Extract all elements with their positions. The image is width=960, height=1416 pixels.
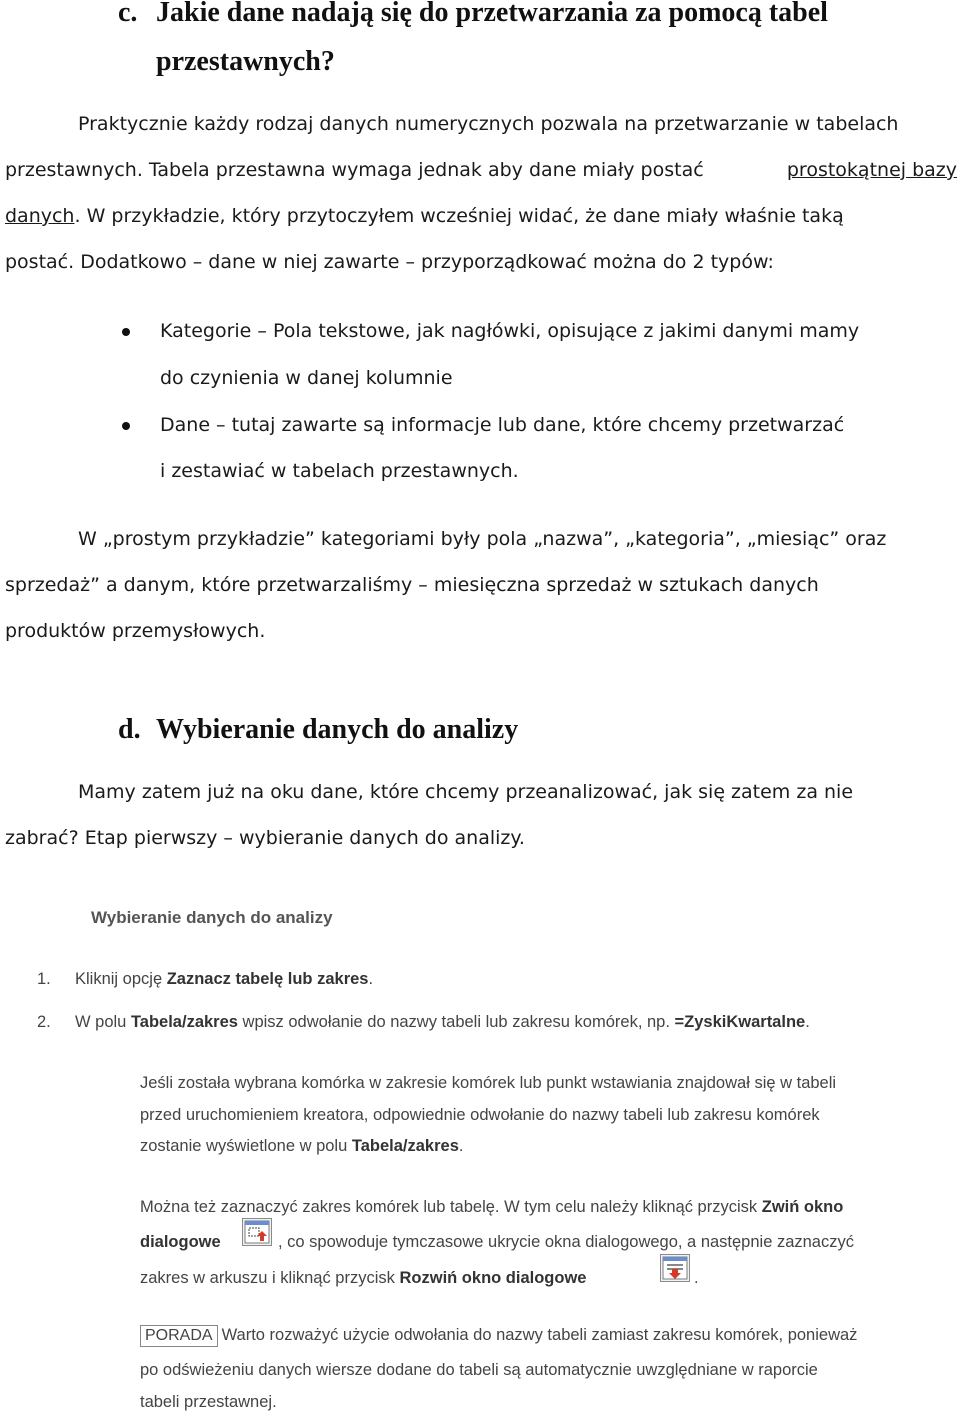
link-danych[interactable]: danych xyxy=(5,205,75,227)
section-d-letter: d. xyxy=(118,714,141,745)
section-c-title-line1: Jakie dane nadają się do przetwarzania za pomocą tabel xyxy=(156,0,828,28)
note2-line3-post: . xyxy=(694,1269,699,1287)
tip-line2: po odświeżeniu danych wiersze dodane do tabeli są automatycznie uwzględniane w raporcie xyxy=(140,1361,818,1379)
note1-line3-post: . xyxy=(458,1137,464,1155)
step-1-post: . xyxy=(368,970,374,988)
link-prostokatnej-bazy[interactable]: prostokątnej bazy xyxy=(786,159,957,181)
para2-line3: produktów przemysłowych. xyxy=(5,620,266,642)
para1-line3-text: . W przykładzie, który przytoczyłem wcześniej widać, że dane miały właśnie taką xyxy=(74,205,844,227)
collapse-dialog-icon[interactable] xyxy=(242,1218,272,1246)
bullet-2-line1: Dane – tutaj zawarte są informacje lub dane, które chcemy przetwarzać xyxy=(160,414,845,436)
step-2-example: =ZyskiKwartalne xyxy=(674,1013,806,1031)
para1-line4: postać. Dodatkowo – dane w niej zawarte – przyporządkować można do 2 typów: xyxy=(5,251,774,273)
tip-line3: tabeli przestawnej. xyxy=(140,1393,277,1411)
section-c-title-line2: przestawnych? xyxy=(156,46,335,77)
para2-line2: sprzedaż” a danym, które przetwarzaliśmy – miesięczna sprzedaż w sztukach danych xyxy=(5,574,819,596)
note2-expand-button-name: Rozwiń okno dialogowe xyxy=(399,1269,587,1287)
note2-line3 xyxy=(140,1269,586,1288)
note2-line1 xyxy=(140,1198,843,1217)
step-1-text xyxy=(75,970,373,989)
note2-line2-rest: , co spowoduje tymczasowe ukrycie okna dialogowego, a następnie zaznaczyć xyxy=(278,1233,854,1251)
bullet-1-line2: do czynienia w danej kolumnie xyxy=(160,367,453,389)
step-2-text xyxy=(75,1013,810,1032)
note2-line2-bold xyxy=(140,1233,221,1252)
note2-line1-pre: Można też zaznaczyć zakres komórek lub tabelę. W tym celu należy kliknąć przycisk xyxy=(140,1198,762,1216)
note1-line3 xyxy=(140,1137,463,1156)
para3-line1: Mamy zatem już na oku dane, które chcemy przeanalizować, jak się zatem za nie xyxy=(78,781,854,803)
step-2-mid: wpisz odwołanie do nazwy tabeli lub zakresu komórek, np. xyxy=(237,1013,675,1031)
note1-line2: przed uruchomieniem kreatora, odpowiednie odwołanie do nazwy tabeli lub zakresu komórek xyxy=(140,1106,820,1124)
help-title: Wybieranie danych do analizy xyxy=(91,908,333,927)
section-d-title: Wybieranie danych do analizy xyxy=(156,714,519,745)
para1-line2-text: przestawnych. Tabela przestawna wymaga jednak aby dane miały postać xyxy=(5,159,704,181)
section-c-letter: c. xyxy=(118,0,138,28)
note2-collapse-button-name-2: dialogowe xyxy=(140,1233,221,1251)
para1-line1: Praktycznie każdy rodzaj danych numerycznych pozwala na przetwarzanie w tabelach xyxy=(78,113,899,135)
para1-line3 xyxy=(5,205,844,227)
bullet-1-line1: Kategorie – Pola tekstowe, jak nagłówki, opisujące z jakimi danymi mamy xyxy=(160,320,860,342)
para1-line2 xyxy=(5,159,957,181)
bullet-dot-2 xyxy=(122,422,130,430)
bullet-2-line2: i zestawiać w tabelach przestawnych. xyxy=(160,460,519,482)
step-2-post: . xyxy=(805,1013,810,1031)
step-2-field-name: Tabela/zakres xyxy=(130,1013,238,1031)
bullet-dot-1 xyxy=(122,328,130,336)
step-2-number: 2. xyxy=(37,1013,51,1031)
tip-line1 xyxy=(140,1325,857,1347)
note1-line3-pre: zostanie wyświetlone w polu xyxy=(140,1137,352,1155)
note2-collapse-button-name: Zwiń okno xyxy=(761,1198,844,1216)
expand-dialog-icon[interactable] xyxy=(660,1254,690,1282)
para3-line2: zabrać? Etap pierwszy – wybieranie danych do analizy. xyxy=(5,827,525,849)
step-1-number: 1. xyxy=(37,970,51,988)
para2-line1: W „prostym przykładzie” kategoriami były pola „nazwa”, „kategoria”, „miesiąc” oraz xyxy=(78,528,887,550)
tip-line1-text: Warto rozważyć użycie odwołania do nazwy tabeli zamiast zakresu komórek, ponieważ xyxy=(221,1326,858,1344)
step-1-pre: Kliknij opcję xyxy=(75,970,167,988)
tip-badge: PORADA xyxy=(140,1325,218,1347)
note1-field-name: Tabela/zakres xyxy=(351,1137,459,1155)
step-1-option-name: Zaznacz tabelę lub zakres xyxy=(166,970,369,988)
step-2-pre: W polu xyxy=(75,1013,131,1031)
note1-line1: Jeśli została wybrana komórka w zakresie komórek lub punkt wstawiania znajdował się w tabeli xyxy=(140,1074,837,1092)
note2-line3-pre: zakres w arkuszu i kliknąć przycisk xyxy=(140,1269,400,1287)
